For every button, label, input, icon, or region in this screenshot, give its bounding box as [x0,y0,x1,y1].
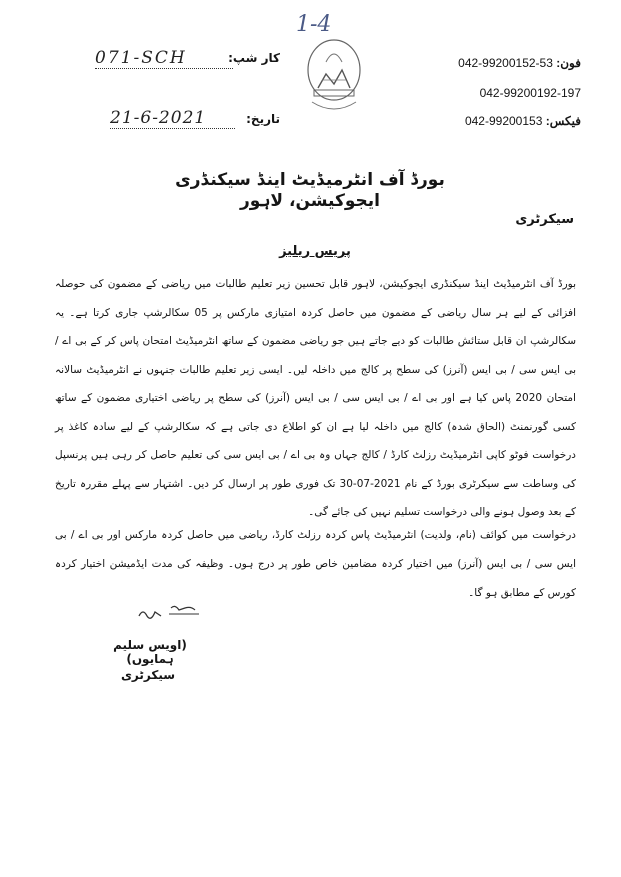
signature-mark [135,602,205,624]
phone-row [458,56,581,70]
date-row [110,108,280,132]
date-value: 21-6-2021 [110,108,235,129]
body-paragraph-1: بورڈ آف انٹرمیڈیٹ اینڈ سیکنڈری ایجوکیشن، لاہور قابل تحسین زیر تعلیم طالبات میں ریاضی کے مضمون کی حوصلہ افزائی کے لیے ہر سال ریاضی کے مضمون میں حاصل کردہ امتیازی مارکس پر 05 سکالرشپ جاری کرتا ہے۔ یہ سکالرشپ ان قابل ستائش طالبات کو دیے جاتے ہیں جو ریاضی مضمون کے ساتھ انٹرمیڈیٹ امتحان پاس کر کے بی اے / بی ایس سی / بی ایس (آنرز) کی سطح پر کالج میں داخلہ لیں۔ ایسی زیر تعلیم طالبات جنہوں نے انٹرمیڈیٹ سالانہ امتحان 2020 پاس کیا ہے اور بی اے / بی ایس سی / بی ایس (آنرز) کی سطح پر ریاضی اختیاری مضمون کے ساتھ کسی گورنمنٹ (الحاق شدہ) کالج میں داخلہ لیا ہے ان کو اطلاع دی جاتی ہے کہ سکالرشپ کے لیے سادہ کاغذ پر درخواست فوٹو کاپی انٹرمیڈیٹ رزلٹ کارڈ / کالج جہاں وہ بی اے / بی ایس سی کی تعلیم حاصل کر رہی ہیں پرنسپل کی وساطت سے سیکرٹری بورڈ کے نام 2021-07-30 تک فوری طور پر ارسال کر دیں۔ اشتہار سے پہلے مقررہ تاریخ کے بعد وصول ہونے والی درخواست تسلیم نہیں کی جائے گی۔ [55,278,576,518]
fax-row [465,114,581,128]
organization-heading: بورڈ آف انٹرمیڈیٹ اینڈ سیکنڈری ایجوکیشن، لاہور [175,170,445,211]
phone-row-2 [480,86,581,100]
signatory-name: (اویس سلیم ہمایوں) [113,638,187,666]
phone-number-2: 042-99200192-197 [479,86,581,100]
press-release-title: پریس ریلیز [279,244,351,259]
body-paragraph-2: درخواست میں کوائف (نام، ولدیت) انٹرمیڈیٹ پاس کردہ رزلٹ کارڈ، ریاضی میں حاصل کردہ مارکس اور بی اے / بی ایس سی / بی ایس (آنرز) میں اختیار کردہ مضامین خاص طور پر درج ہوں۔ وظیفہ کی مدت ایڈمیشن اختیار کردہ کورس کے مطابق ہو گا۔ [55,529,576,599]
signatory-designation: سیکرٹری [120,668,176,682]
fax-label: فیکس: [545,114,581,128]
reference-row [95,48,280,72]
handwritten-mark: 1-4 [296,12,332,37]
phone-number-1: 042-99200152-53 [458,56,553,70]
office-label: سیکرٹری [515,212,574,227]
reference-number: 071-SCH [95,48,233,69]
board-seal-logo [304,36,364,114]
date-label: تاریخ: [246,112,280,126]
fax-number: 042-99200153 [464,114,543,128]
phone-label: فون: [556,56,581,70]
reference-label: کار شپ: [228,51,280,65]
